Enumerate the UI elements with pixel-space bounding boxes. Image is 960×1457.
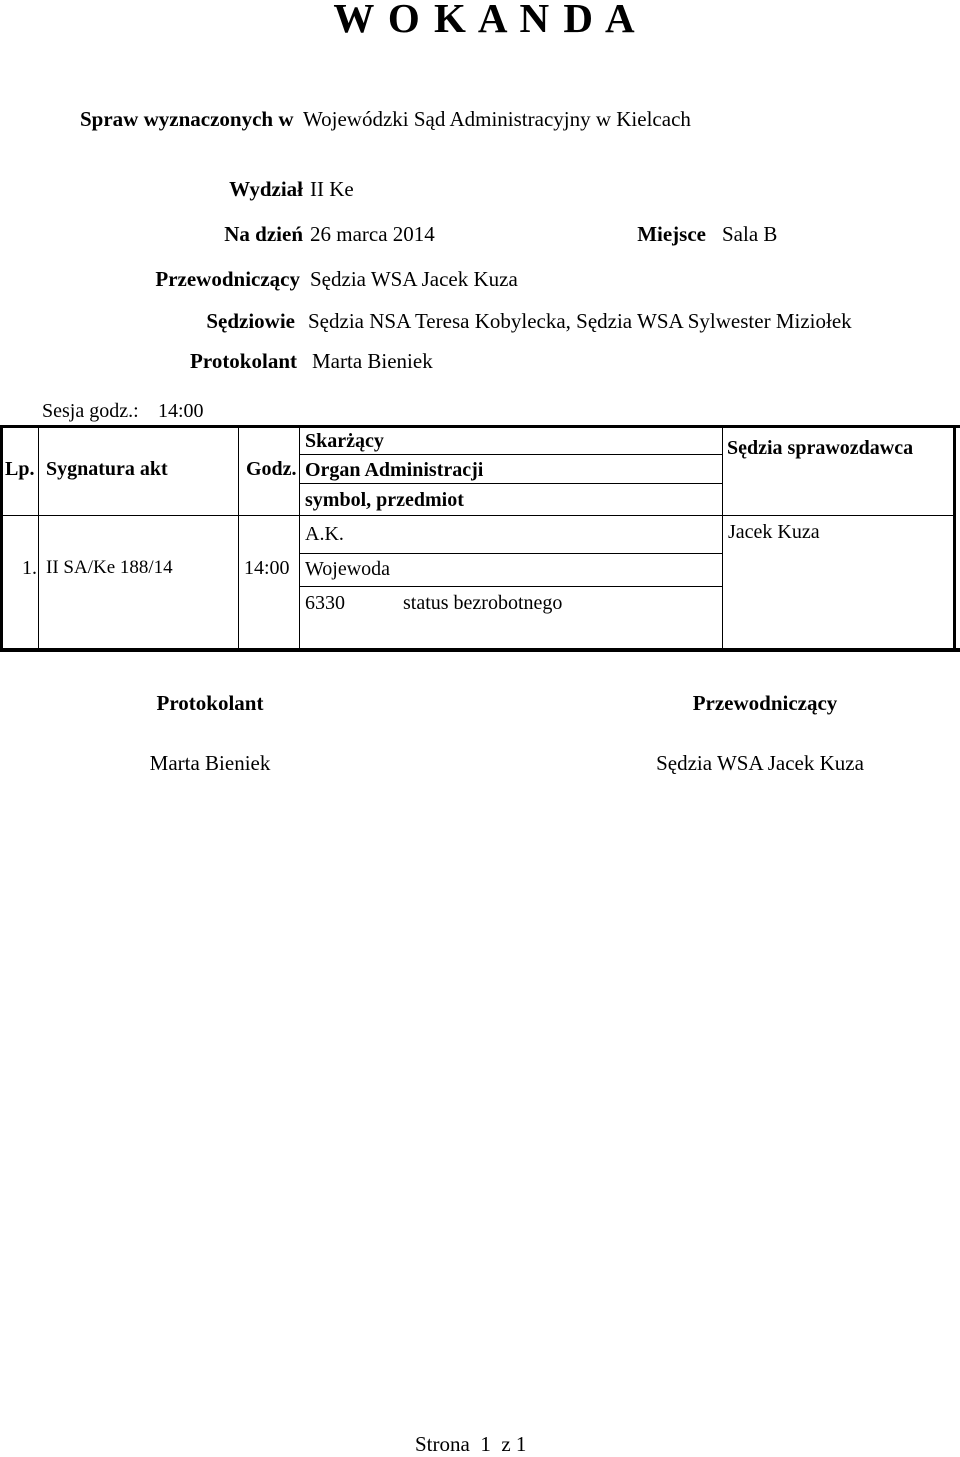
row-symbol-code: 6330 (305, 592, 345, 614)
footer-chair-name: Sędzia WSA Jacek Kuza (656, 751, 864, 775)
session-label: Sesja godz.: (42, 400, 139, 422)
col-sep-3 (299, 428, 300, 648)
col-sep-2 (238, 428, 239, 648)
footer-clerk-label: Protokolant (156, 691, 264, 715)
header-authority: Organ Administracji (305, 459, 484, 481)
page-label: Strona (415, 1432, 470, 1456)
table-bottom-border (0, 648, 960, 652)
row-sep-d1 (299, 553, 723, 554)
header-complainant: Skarżący (305, 430, 384, 452)
division-label: Wydział (229, 177, 303, 201)
row-sep-d2 (299, 586, 723, 587)
table-right-border (953, 425, 956, 652)
court-name: Wojewódzki Sąd Administracyjny w Kielcach (303, 107, 691, 131)
page-number (415, 1431, 526, 1457)
header-reporter: Sędzia sprawozdawca (727, 437, 914, 459)
row-subject: status bezrobotnego (403, 592, 563, 614)
date-value: 26 marca 2014 (310, 222, 435, 246)
row-complainant: A.K. (305, 523, 344, 545)
clerk-label: Protokolant (190, 349, 297, 373)
header-hour: Godz. (246, 458, 297, 480)
date-label: Na dzień (224, 222, 303, 246)
footer-clerk-name: Marta Bieniek (149, 751, 271, 775)
row-lp: 1. (22, 557, 37, 579)
row-reporter: Jacek Kuza (728, 521, 820, 543)
judges-value: Sędzia NSA Teresa Kobylecka, Sędzia WSA Sylwester Miziołek (308, 309, 852, 333)
table-top-border (0, 425, 960, 428)
place-label: Miejsce (637, 222, 706, 246)
row-hour: 14:00 (244, 557, 290, 579)
row-sep-header (0, 515, 956, 516)
judges-label: Sędziowie (206, 309, 295, 333)
table-left-border (0, 425, 3, 652)
header-signature: Sygnatura akt (46, 458, 168, 480)
page-title: W O K A N D A (333, 0, 637, 41)
clerk-value: Marta Bieniek (312, 349, 433, 373)
col-sep-1 (38, 428, 39, 648)
row-signature: II SA/Ke 188/14 (46, 557, 173, 578)
page-current: 1 (480, 1432, 491, 1456)
header-symbol: symbol, przedmiot (305, 489, 464, 511)
page-total: 1 (515, 1432, 527, 1456)
chair-value: Sędzia WSA Jacek Kuza (310, 267, 518, 291)
row-sep-h2 (299, 483, 723, 484)
row-authority: Wojewoda (305, 558, 391, 580)
footer-chair-label: Przewodniczący (692, 691, 838, 715)
col-sep-4 (722, 428, 723, 648)
header-lp: Lp. (5, 458, 35, 480)
page-of: z (501, 1432, 511, 1456)
division-value: II Ke (310, 177, 354, 201)
row-sep-h1 (299, 454, 723, 455)
session-time: 14:00 (158, 400, 204, 422)
cases-label: Spraw wyznaczonych w (80, 107, 294, 131)
place-value: Sala B (722, 222, 778, 246)
chair-label: Przewodniczący (155, 267, 300, 291)
